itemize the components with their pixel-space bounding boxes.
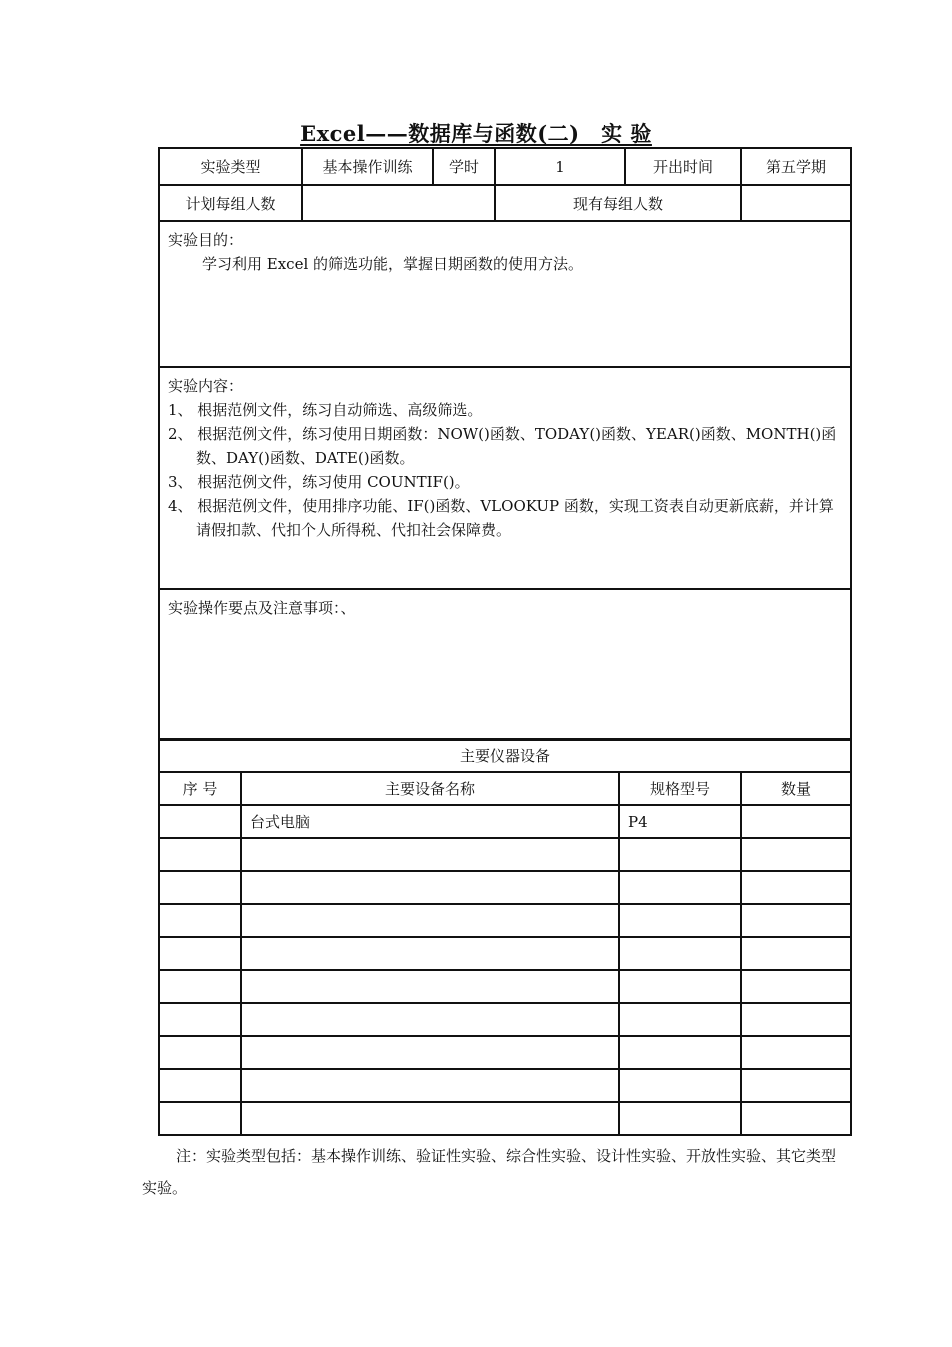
cell-name — [241, 937, 619, 970]
cell-quantity — [741, 1069, 851, 1102]
cell-index — [159, 1036, 241, 1069]
hours-value: 1 — [495, 148, 625, 185]
cell-model — [619, 838, 741, 871]
cell-quantity — [741, 1003, 851, 1036]
table-row — [159, 1069, 851, 1102]
content-section — [159, 367, 851, 589]
cell-model — [619, 1003, 741, 1036]
cell-quantity — [741, 805, 851, 838]
cell-quantity — [741, 1036, 851, 1069]
table-row — [159, 904, 851, 937]
cell-index — [159, 1069, 241, 1102]
content-item: 3、 根据范例文件，练习使用 COUNTIF()。 — [168, 473, 470, 491]
cell-model — [619, 937, 741, 970]
cell-name — [241, 904, 619, 937]
page-title: Excel——数据库与函数(二) 实 验 — [300, 121, 652, 146]
cell-quantity — [741, 970, 851, 1003]
cell-quantity — [741, 871, 851, 904]
operations-section — [159, 589, 851, 740]
current-group-size-value — [741, 185, 851, 221]
info-row-1 — [159, 148, 851, 185]
operations-label: 实验操作要点及注意事项：、 — [168, 599, 356, 617]
cell-quantity — [741, 838, 851, 871]
cell-name — [241, 1036, 619, 1069]
offer-time-value: 第五学期 — [741, 148, 851, 185]
cell-quantity — [741, 904, 851, 937]
cell-name — [241, 1003, 619, 1036]
content-item: 2、 根据范例文件，练习使用日期函数：NOW()函数、TODAY()函数、YEAR()函数、MONTH()函数、DAY()函数、DATE()函数。 — [168, 425, 837, 467]
current-group-size-label: 现有每组人数 — [495, 185, 741, 221]
equipment-section-title: 主要仪器设备 — [159, 739, 851, 772]
cell-model — [619, 1069, 741, 1102]
cell-name — [241, 1069, 619, 1102]
planned-group-size-value — [302, 185, 495, 221]
table-row — [159, 1102, 851, 1135]
cell-quantity — [741, 937, 851, 970]
hours-label: 学时 — [433, 148, 495, 185]
experiment-type-label: 实验类型 — [159, 148, 302, 185]
cell-model — [619, 1036, 741, 1069]
content-item: 4、 根据范例文件，使用排序功能、IF()函数、VLOOKUP 函数，实现工资表自动更新底薪，并计算请假扣款、代扣个人所得税、代扣社会保障费。 — [168, 497, 834, 539]
col-header-quantity: 数量 — [741, 772, 851, 805]
cell-index — [159, 1003, 241, 1036]
info-row-2 — [159, 185, 851, 221]
table-row — [159, 970, 851, 1003]
purpose-text: 学习利用 Excel 的筛选功能，掌握日期函数的使用方法。 — [202, 255, 584, 273]
footnote: 注：实验类型包括：基本操作训练、验证性实验、综合性实验、设计性实验、开放性实验、其它类型实验。 — [142, 1147, 837, 1197]
cell-model — [619, 871, 741, 904]
cell-model — [619, 904, 741, 937]
cell-name — [241, 970, 619, 1003]
table-row — [159, 805, 851, 838]
cell-index — [159, 871, 241, 904]
table-row — [159, 871, 851, 904]
cell-model: P4 — [619, 805, 741, 838]
experiment-info-table — [158, 147, 852, 741]
cell-index — [159, 1102, 241, 1135]
cell-name: 台式电脑 — [241, 805, 619, 838]
table-row — [159, 838, 851, 871]
cell-index — [159, 937, 241, 970]
purpose-label: 实验目的： — [168, 231, 244, 249]
col-header-name: 主要设备名称 — [241, 772, 619, 805]
table-row — [159, 1036, 851, 1069]
cell-index — [159, 805, 241, 838]
cell-quantity — [741, 1102, 851, 1135]
purpose-row — [159, 221, 851, 367]
table-row — [159, 937, 851, 970]
cell-index — [159, 838, 241, 871]
col-header-model: 规格型号 — [619, 772, 741, 805]
col-header-index: 序 号 — [159, 772, 241, 805]
cell-name — [241, 1102, 619, 1135]
cell-index — [159, 970, 241, 1003]
purpose-section — [159, 221, 851, 367]
content-label: 实验内容： — [168, 377, 244, 395]
equipment-table — [158, 738, 852, 1136]
content-row — [159, 367, 851, 589]
cell-name — [241, 838, 619, 871]
cell-name — [241, 871, 619, 904]
cell-model — [619, 1102, 741, 1135]
cell-index — [159, 904, 241, 937]
content-item: 1、 根据范例文件，练习自动筛选、高级筛选。 — [168, 401, 483, 419]
equipment-header-row — [159, 772, 851, 805]
equipment-title-row — [159, 739, 851, 772]
cell-model — [619, 970, 741, 1003]
planned-group-size-label: 计划每组人数 — [159, 185, 302, 221]
table-row — [159, 1003, 851, 1036]
offer-time-label: 开出时间 — [625, 148, 741, 185]
experiment-type-value: 基本操作训练 — [302, 148, 433, 185]
operations-row — [159, 589, 851, 740]
